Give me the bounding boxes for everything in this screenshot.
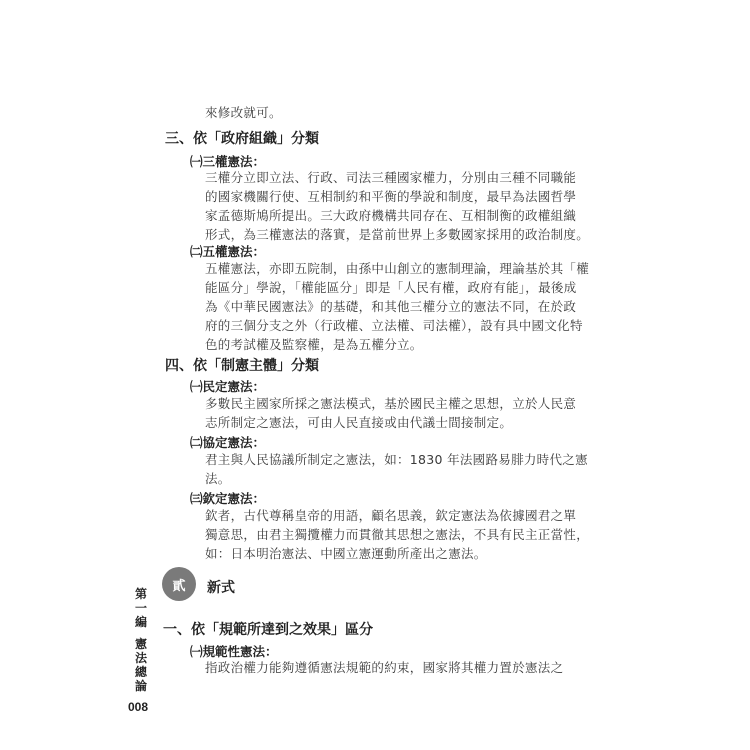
chapter-title: 新式 xyxy=(207,580,235,596)
side-tab-char: 第 xyxy=(134,587,147,601)
side-tab-char: 法 xyxy=(134,651,147,665)
subsection-heading: ㈢欽定憲法： xyxy=(190,491,266,506)
paragraph-line: 獨意思，由君主獨攬權力而貫徹其思想之憲法，不具有民主正當性， xyxy=(205,527,590,542)
side-tab-char: 論 xyxy=(134,679,147,693)
paragraph-line: 指政治權力能夠遵循憲法規範的約束，國家將其權力置於憲法之 xyxy=(205,660,564,675)
paragraph-line: 形式，為三權憲法的落實，是當前世界上多數國家採用的政治制度。 xyxy=(205,227,590,242)
paragraph-line: 如：日本明治憲法、中國立憲運動所產出之憲法。 xyxy=(205,546,487,561)
paragraph-line: 府的三個分支之外（行政權、立法權、司法權），設有具中國文化特 xyxy=(205,318,583,333)
subsection-heading: ㈠三權憲法： xyxy=(190,154,266,169)
section-heading: 三、依「政府組織」分類 xyxy=(165,131,319,147)
paragraph-line: 君主與人民協議所制定之憲法，如：1830 年法國路易腓力時代之憲 xyxy=(205,452,588,467)
chapter-badge: 貳 xyxy=(162,567,196,601)
side-tab-char: 總 xyxy=(134,665,147,679)
paragraph-line: 三權分立即立法、行政、司法三種國家權力，分別由三種不同職能 xyxy=(205,170,577,185)
paragraph-line: 家孟德斯鳩所提出。三大政府機構共同存在、互相制衡的政權組織 xyxy=(205,208,577,223)
paragraph-line: 為《中華民國憲法》的基礎，和其他三權分立的憲法不同，在於政 xyxy=(205,299,577,314)
paragraph-line: 多數民主國家所採之憲法模式，基於國民主權之思想，立於人民意 xyxy=(205,396,577,411)
paragraph-line: 來修改就可。 xyxy=(205,105,282,120)
subsection-heading: ㈡協定憲法： xyxy=(190,435,266,450)
paragraph-line: 法。 xyxy=(205,471,231,486)
subsection-heading: ㈠規範性憲法： xyxy=(190,644,278,659)
paragraph-line: 能區分」學說，「權能區分」即是「人民有權，政府有能」，最後成 xyxy=(205,280,577,295)
subsection-heading: ㈠民定憲法： xyxy=(190,379,266,394)
section-heading: 四、依「制憲主體」分類 xyxy=(165,358,319,374)
page-number: 008 xyxy=(128,700,149,714)
paragraph-line: 五權憲法，亦即五院制，由孫中山創立的憲制理論，理論基於其「權 xyxy=(205,261,590,276)
subsection-heading: ㈡五權憲法： xyxy=(190,244,266,259)
section-heading: 一、依「規範所達到之效果」區分 xyxy=(163,622,373,638)
paragraph-line: 欽者，古代尊稱皇帝的用語，顧名思義，欽定憲法為依據國君之單 xyxy=(205,508,577,523)
side-tab-char: 一 xyxy=(134,601,147,615)
paragraph-line: 色的考試權及監察權，是為五權分立。 xyxy=(205,337,423,352)
paragraph-line: 的國家機關行使、互相制約和平衡的學說和制度，最早為法國哲學 xyxy=(205,189,577,204)
paragraph-line: 志所制定之憲法，可由人民直接或由代議士間接制定。 xyxy=(205,415,513,430)
side-tab-char: 憲 xyxy=(134,637,147,651)
side-tab xyxy=(133,587,149,693)
side-tab-char: 編 xyxy=(134,615,147,629)
